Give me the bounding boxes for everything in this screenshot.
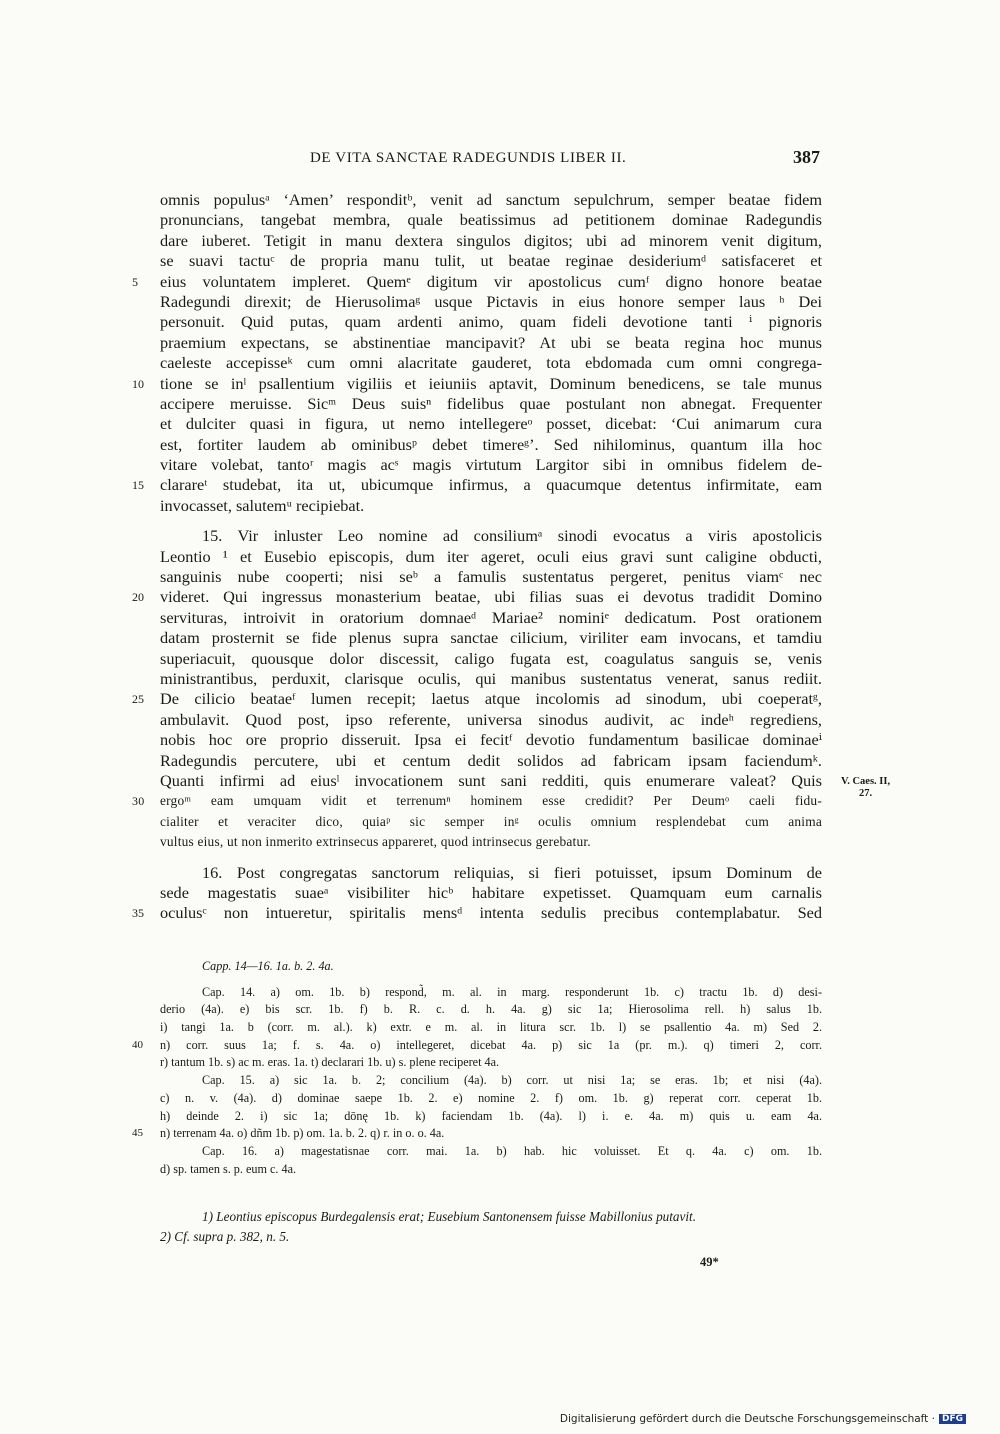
- apparatus-text: h) deinde 2. i) sic 1a; dōnę 1b. k) faciendam 1b. (4a). l) i. e. 4a. m) quis u. eam 4a.: [160, 1108, 822, 1123]
- body-line: [132, 271, 822, 292]
- line-number: 25: [132, 692, 144, 707]
- body-text: et dulciter quasi in figura, ut nemo intellegereᵒ posset, dicebat: ‘Cui animarum cura: [160, 414, 822, 434]
- body-text: omnis populusᵃ ‘Amen’ responditᵇ, venit ad sanctum sepulchrum, semper beatae fidem: [160, 190, 822, 209]
- body-line: [160, 710, 822, 730]
- body-text: sede magestatis suaeᵃ visibiliter hicᵇ habitare expetisset. Quamquam eum carnalis: [160, 882, 822, 902]
- body-line: [160, 394, 822, 414]
- footnote: 1) Leontius episcopus Burdegalensis erat; Eusebium Santonensem fuisse Mabillonius putavit.: [202, 1209, 696, 1224]
- apparatus-line: [132, 1125, 822, 1143]
- body-line: [160, 414, 822, 434]
- line-number: 10: [132, 376, 144, 391]
- body-text: accipere meruisse. Sicᵐ Deus suisⁿ fidelibus quae postulant non abnegat. Frequenter: [160, 393, 822, 413]
- body-line: [160, 832, 822, 852]
- margin-note: [841, 776, 890, 800]
- body-text: ministrantibus, perduxit, clarisque oculis, qui manibus sustentatus venerat, sanus rediit.: [160, 668, 822, 688]
- page-number: 387: [793, 147, 820, 167]
- body-text: ergoᵐ eam umquam vidit et terrenumⁿ hominem esse credidit? Per Deumᵒ caeli fidu-: [160, 793, 822, 809]
- line-number: 15: [132, 478, 144, 493]
- body-line: [160, 353, 822, 373]
- line-number: 40: [132, 1038, 143, 1051]
- body-line: [132, 373, 822, 394]
- body-text: dare iuberet. Tetigit in manu dextera singulos digitos; ubi ad minorem venit digitum,: [160, 230, 822, 250]
- apparatus-line: [160, 1161, 822, 1179]
- apparatus-line: [160, 1143, 822, 1161]
- apparatus-text: Capp. 14—16. 1a. b. 2. 4a.: [202, 959, 334, 973]
- body-line: [132, 587, 822, 607]
- body-text: caeleste accepisseᵏ cum omni alacritate gauderet, tota ebdomada cum omni congrega-: [160, 353, 822, 373]
- body-line: [160, 547, 822, 567]
- body-text: sanguinis nube cooperti; nisi seᵇ a famulis sustentatus pergeret, penitus viamᶜ nec: [160, 567, 822, 587]
- body-line: [160, 863, 822, 883]
- body-text: Leontio ¹ et Eusebio episcopis, dum iter ageret, oculi eius gravi sunt caligine obducti,: [160, 546, 822, 566]
- signature-mark: 49*: [700, 1255, 719, 1269]
- body-text: tione se inˡ psallentium vigiliis et ieiuniis aptavit, Dominum benedicens, se tale munus: [160, 373, 822, 393]
- body-text: 15. Vir inluster Leo nomine ad consiliumᵃ sinodi evocatus a viris apostolicis: [202, 526, 822, 546]
- body-text: oculusᶜ non intueretur, spiritalis mensᵈ intenta sedulis precibus contemplabatur. Sed: [160, 903, 822, 923]
- body-line: [132, 475, 822, 495]
- body-text: clarareᵗ studebat, ita ut, ubicumque infirmus, a quacumque detentus infirmitate, eam: [160, 475, 822, 495]
- margin-note-line: 27.: [858, 788, 873, 799]
- body-text: praemium expectans, se abstinentiae mancipavit? At ubi se beata regina hoc munus: [160, 332, 822, 352]
- body-text: cialiter et veraciter dico, quiaᵖ sic semper inᵍ oculis omnium resplendebat cum anima: [160, 813, 822, 829]
- apparatus-line: [160, 984, 822, 1002]
- body-line: [160, 771, 822, 791]
- body-line: [160, 210, 822, 230]
- body-text: personuit. Quid putas, quam ardenti animo, quam fideli devotione tanti ⁱ pignoris: [160, 312, 822, 332]
- apparatus-line: [160, 958, 822, 976]
- body-line: [160, 231, 822, 251]
- footnote: 2) Cf. supra p. 382, n. 5.: [160, 1229, 290, 1244]
- body-line: [160, 730, 822, 750]
- body-line: [160, 190, 822, 210]
- body-line: [160, 496, 822, 516]
- apparatus-line: [160, 1072, 822, 1090]
- body-text: vitare volebat, tantoʳ magis acˢ magis virtutum Largitor sibi in omnibus fidelem de-: [160, 455, 822, 475]
- apparatus-line: [160, 1054, 822, 1072]
- line-number: 30: [132, 794, 145, 809]
- dfg-logo-icon: DFG: [939, 1414, 966, 1424]
- line-number: 35: [132, 906, 144, 921]
- critical-apparatus: [132, 958, 822, 1178]
- apparatus-text: derio (4a). e) bis scr. 1b. f) b. R. c. d. h. 4a. g) sic 1a; Hierosolima rell. h) salus 1b.: [160, 1002, 822, 1017]
- body-line: [160, 567, 822, 587]
- apparatus-line: [160, 1090, 822, 1108]
- apparatus-text: n) terrenam 4a. o) dñm 1b. p) om. 1a. b. 2. q) r. in o. o. 4a.: [160, 1126, 445, 1141]
- body-line: [160, 751, 822, 771]
- body-text: nobis hoc ore proprio disseruit. Ipsa ei fecitᶠ devotio fundamentum basilicae dominaeⁱ: [160, 730, 822, 750]
- running-header: [160, 147, 820, 176]
- body-line: [160, 669, 822, 689]
- body-line: [160, 608, 822, 628]
- body-line: [132, 791, 822, 811]
- body-line: [132, 903, 822, 923]
- credit-text: Digitalisierung gefördert durch die Deutsche Forschungsgemeinschaft ·: [559, 1413, 935, 1425]
- apparatus-line: [160, 1108, 822, 1126]
- body-text: Radegundi direxit; de Hierusolimaᵍ usque Pictavis in eius honore semper laus ʰ Dei: [160, 291, 822, 311]
- body-line: [160, 251, 822, 271]
- apparatus-line: [160, 1019, 822, 1037]
- apparatus-line: [160, 1001, 822, 1019]
- line-number: 5: [132, 274, 138, 289]
- digitization-credit: [560, 1413, 966, 1425]
- body-text: invocasset, salutemᵘ recipiebat.: [160, 495, 365, 515]
- body-line: [160, 649, 822, 669]
- apparatus-text: n) corr. suus 1a; f. s. 4a. o) intellegeret, dicebat 4a. p) sic 1a (pr. m.). q) timeri 2, corr.: [160, 1037, 822, 1052]
- body-line: [160, 312, 822, 332]
- apparatus-text: d) sp. tamen s. p. eum c. 4a.: [160, 1161, 297, 1176]
- body-text: De cilicio beataeᶠ lumen recepit; laetus atque incolomis ad sinodum, ubi coeperatᵍ,: [160, 689, 822, 709]
- body-text: servituras, introivit in oratorium domnaeᵈ Mariae² nominiᵉ dedicatum. Post orationem: [160, 607, 822, 627]
- body-text: vultus eius, ut non inmerito extrinsecus appareret, quod intrinsecus gerebatur.: [160, 834, 591, 850]
- body-line: [160, 883, 822, 903]
- body-text: Radegundis percutere, ubi et centum dedit solidos ad fabricam ipsam faciendumᵏ.: [160, 750, 822, 770]
- margin-note-line: V. Caes. II,: [841, 776, 891, 787]
- body-line: [160, 628, 822, 648]
- apparatus-text: r) tantum 1b. s) ac m. eras. 1a. t) declarari 1b. u) s. plene reciperet 4a.: [160, 1055, 500, 1070]
- line-number: 45: [132, 1127, 143, 1140]
- footnotes: [160, 1207, 822, 1247]
- body-text: se suavi tactuᶜ de propria manu tulit, ut beatae reginae desideriumᵈ satisfaceret et: [160, 251, 822, 271]
- line-number: 20: [132, 590, 144, 605]
- body-text: superiacuit, quousque dolor discessit, caligo fugata est, coagulatus sanguis se, venis: [160, 648, 822, 668]
- body-line: [160, 455, 822, 475]
- apparatus-line: [132, 1037, 822, 1055]
- body-text: pronuncians, tangebat membra, quale beatissimus ad petitionem dominae Radegundis: [160, 210, 822, 230]
- body-text: Quanti infirmi ad eiusˡ invocationem sunt sani redditi, quis enumerare valeat? Quis: [160, 770, 822, 790]
- body-text: eius voluntatem impleret. Quemᵉ digitum vir apostolicus cumᶠ digno honore beatae: [160, 271, 822, 291]
- body-line: [160, 526, 822, 546]
- body-text: videret. Qui ingressus monasterium beatae, ubi filias suas ei devotus tradidit Domino: [160, 587, 822, 607]
- apparatus-text: Cap. 15. a) sic 1a. b. 2; concilium (4a). b) corr. ut nisi 1a; se eras. 1b; et nisi (4a).: [202, 1073, 822, 1088]
- body-text: datam prosternit se fide plenus supra sanctae cilicium, viriliter eam invocans, et tamdiu: [160, 628, 822, 648]
- apparatus-text: Cap. 14. a) om. 1b. b) respond̃, m. al. in marg. responderunt 1b. c) tractu 1b. d) desi-: [202, 984, 822, 999]
- body-line: [160, 333, 822, 353]
- apparatus-text: i) tangi 1a. b (corr. m. al.). k) extr. e m. al. in litura scr. 1b. l) se psallentio 4a. m) Sed 2.: [160, 1020, 822, 1035]
- body-line: [160, 812, 822, 832]
- running-title: DE VITA SANCTAE RADEGUNDIS LIBER II.: [310, 150, 627, 166]
- body-line: [132, 689, 822, 709]
- apparatus-text: c) n. v. (4a). d) dominae saepe 1b. 2. e) nomine 2. f) om. 1b. g) reperat corr. ceperat 1b.: [160, 1090, 822, 1105]
- body-text: est, fortiter laudem ab ominibusᵖ debet timereᵍ’. Sed nihilominus, quantum illa hoc: [160, 434, 822, 454]
- body-line: [160, 435, 822, 455]
- body-text: 16. Post congregatas sanctorum reliquias, si fieri potuisset, ipsum Dominum de: [202, 862, 822, 882]
- main-text: [132, 190, 822, 924]
- apparatus-text: Cap. 16. a) magestatisnae corr. mai. 1a. b) hab. hic voluisset. Et q. 4a. c) om. 1b.: [202, 1143, 822, 1158]
- body-text: ambulavit. Quod post, ipso referente, universa sinodus audivit, ac indeʰ regrediens,: [160, 709, 822, 729]
- body-line: [160, 292, 822, 312]
